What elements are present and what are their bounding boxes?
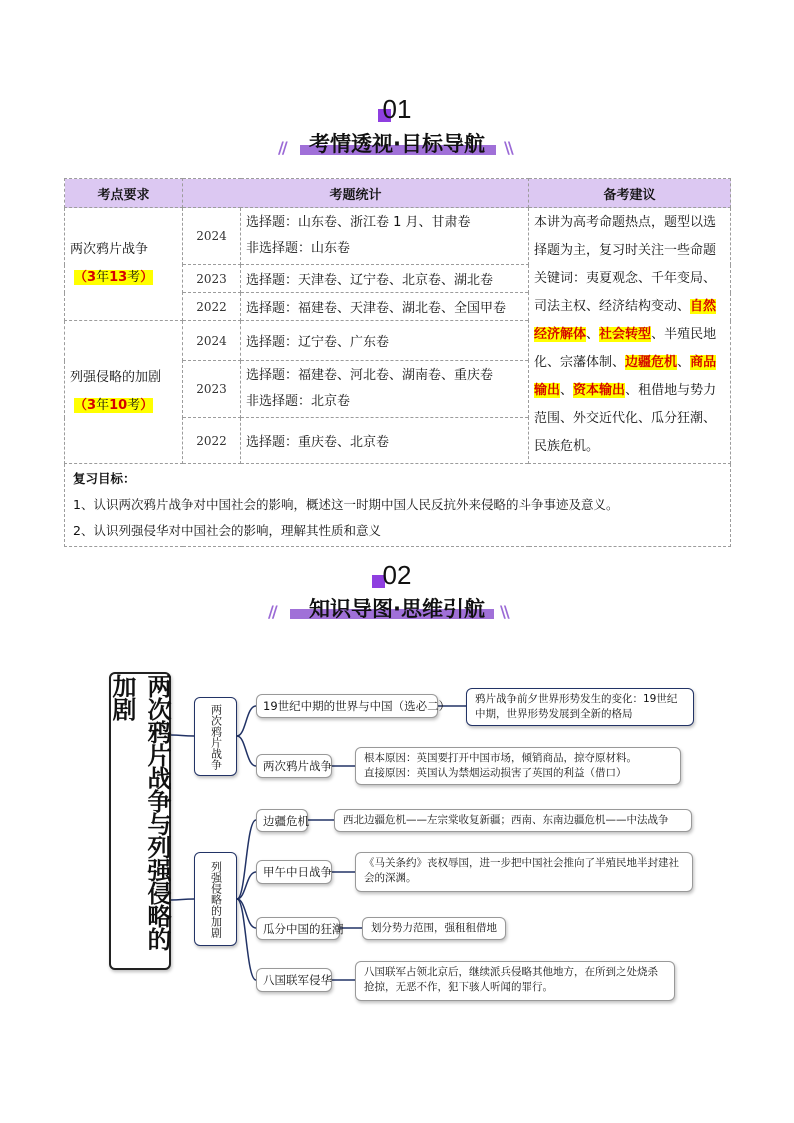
topic-count: （3年10考）: [74, 398, 154, 413]
goal-1: 1、认识两次鸦片战争对中国社会的影响，概述这一时期中国人民反抗外来侵略的斗争事迹及意义。: [73, 497, 619, 512]
leaf-opium-wars: 根本原因：英国要打开中国市场，倾销商品，掠夺原材料。 直接原因：英国认为禁烟运动损害了英国的利益（借口）: [355, 747, 681, 785]
topic-name: 两次鸦片战争: [70, 242, 149, 257]
section1-right-slash: \\: [504, 138, 512, 157]
year-cell: 2024: [183, 208, 241, 265]
section1-left-slash: //: [278, 138, 286, 157]
header-advice: 备考建议: [529, 179, 731, 208]
stats-cell: 选择题：福建卷、河北卷、湖南卷、重庆卷 非选择题：北京卷: [241, 361, 529, 418]
section2-left-slash: //: [268, 602, 276, 621]
section1-title: 考情透视·目标导航: [309, 132, 485, 156]
header-stats: 考题统计: [183, 179, 529, 208]
leaf-sino-japanese-war: 《马关条约》丧权辱国，进一步把中国社会推向了半殖民地半封建社会的深渊。: [355, 852, 693, 892]
advice-cell: 本讲为高考命题热点，题型以选择题为主，复习时关注一些命题关键词：夷夏观念、千年变局、司法主权、经济结构变动、自然经济解体、社会转型、半殖民地化、宗藩体制、边疆危机、商品输出、资本输出、租借地与势力范围、外交近代化、瓜分狂潮、民族危机。: [529, 208, 731, 464]
leaf-partition-frenzy: 划分势力范围，强租租借地: [362, 917, 506, 940]
node-eight-nation-alliance: 八国联军侵华: [256, 968, 332, 992]
leaf-frontier-crisis: 西北边疆危机——左宗棠收复新疆；西南、东南边疆危机——中法战争: [334, 809, 692, 832]
year-cell: 2023: [183, 265, 241, 293]
topic-count: （3年13考）: [74, 270, 154, 285]
section2-number: 02: [382, 560, 412, 590]
node-sino-japanese-war: 甲午中日战争: [256, 860, 332, 884]
year-cell: 2022: [183, 418, 241, 464]
year-cell: 2022: [183, 293, 241, 321]
node-opium-wars: 两次鸦片战争: [256, 754, 332, 778]
stats-cell: 选择题：重庆卷、北京卷: [241, 418, 529, 464]
goals-label: 复习目标：: [73, 471, 136, 486]
year-cell: 2024: [183, 321, 241, 361]
mindmap-root: 两次鸦片战争与列强侵略的加剧: [109, 672, 171, 970]
header-topic: 考点要求: [65, 179, 183, 208]
year-cell: 2023: [183, 361, 241, 418]
section2-title: 知识导图·思维引航: [309, 597, 485, 621]
stats-cell: 选择题：天津卷、辽宁卷、北京卷、湖北卷: [241, 265, 529, 293]
node-world-and-china: 19世纪中期的世界与中国（选必二）: [256, 694, 438, 718]
node-frontier-crisis: 边疆危机: [256, 809, 308, 832]
branch-opium-wars: 两次鸦片战争: [194, 697, 237, 776]
stats-cell: 选择题：福建卷、天津卷、湖北卷、全国甲卷: [241, 293, 529, 321]
stats-cell: 选择题：山东卷、浙江卷 1 月、甘肃卷 非选择题：山东卷: [241, 208, 529, 265]
leaf-world-and-china: 鸦片战争前夕世界形势发生的变化：19世纪中期，世界形势发展到全新的格局: [466, 688, 694, 726]
section1-number: 01: [382, 94, 412, 124]
stats-cell: 选择题：辽宁卷、广东卷: [241, 321, 529, 361]
node-partition-frenzy: 瓜分中国的狂潮: [256, 917, 340, 940]
section2-right-slash: \\: [500, 602, 508, 621]
branch-imperialism: 列强侵略的加剧: [194, 852, 237, 946]
topic-name: 列强侵略的加剧: [70, 370, 162, 385]
leaf-eight-nation-alliance: 八国联军占领北京后，继续派兵侵略其他地方，在所到之处烧杀抢掠，无恶不作，犯下骇人听闻的罪行。: [355, 961, 675, 1001]
goal-2: 2、认识列强侵华对中国社会的影响，理解其性质和意义: [73, 523, 381, 538]
